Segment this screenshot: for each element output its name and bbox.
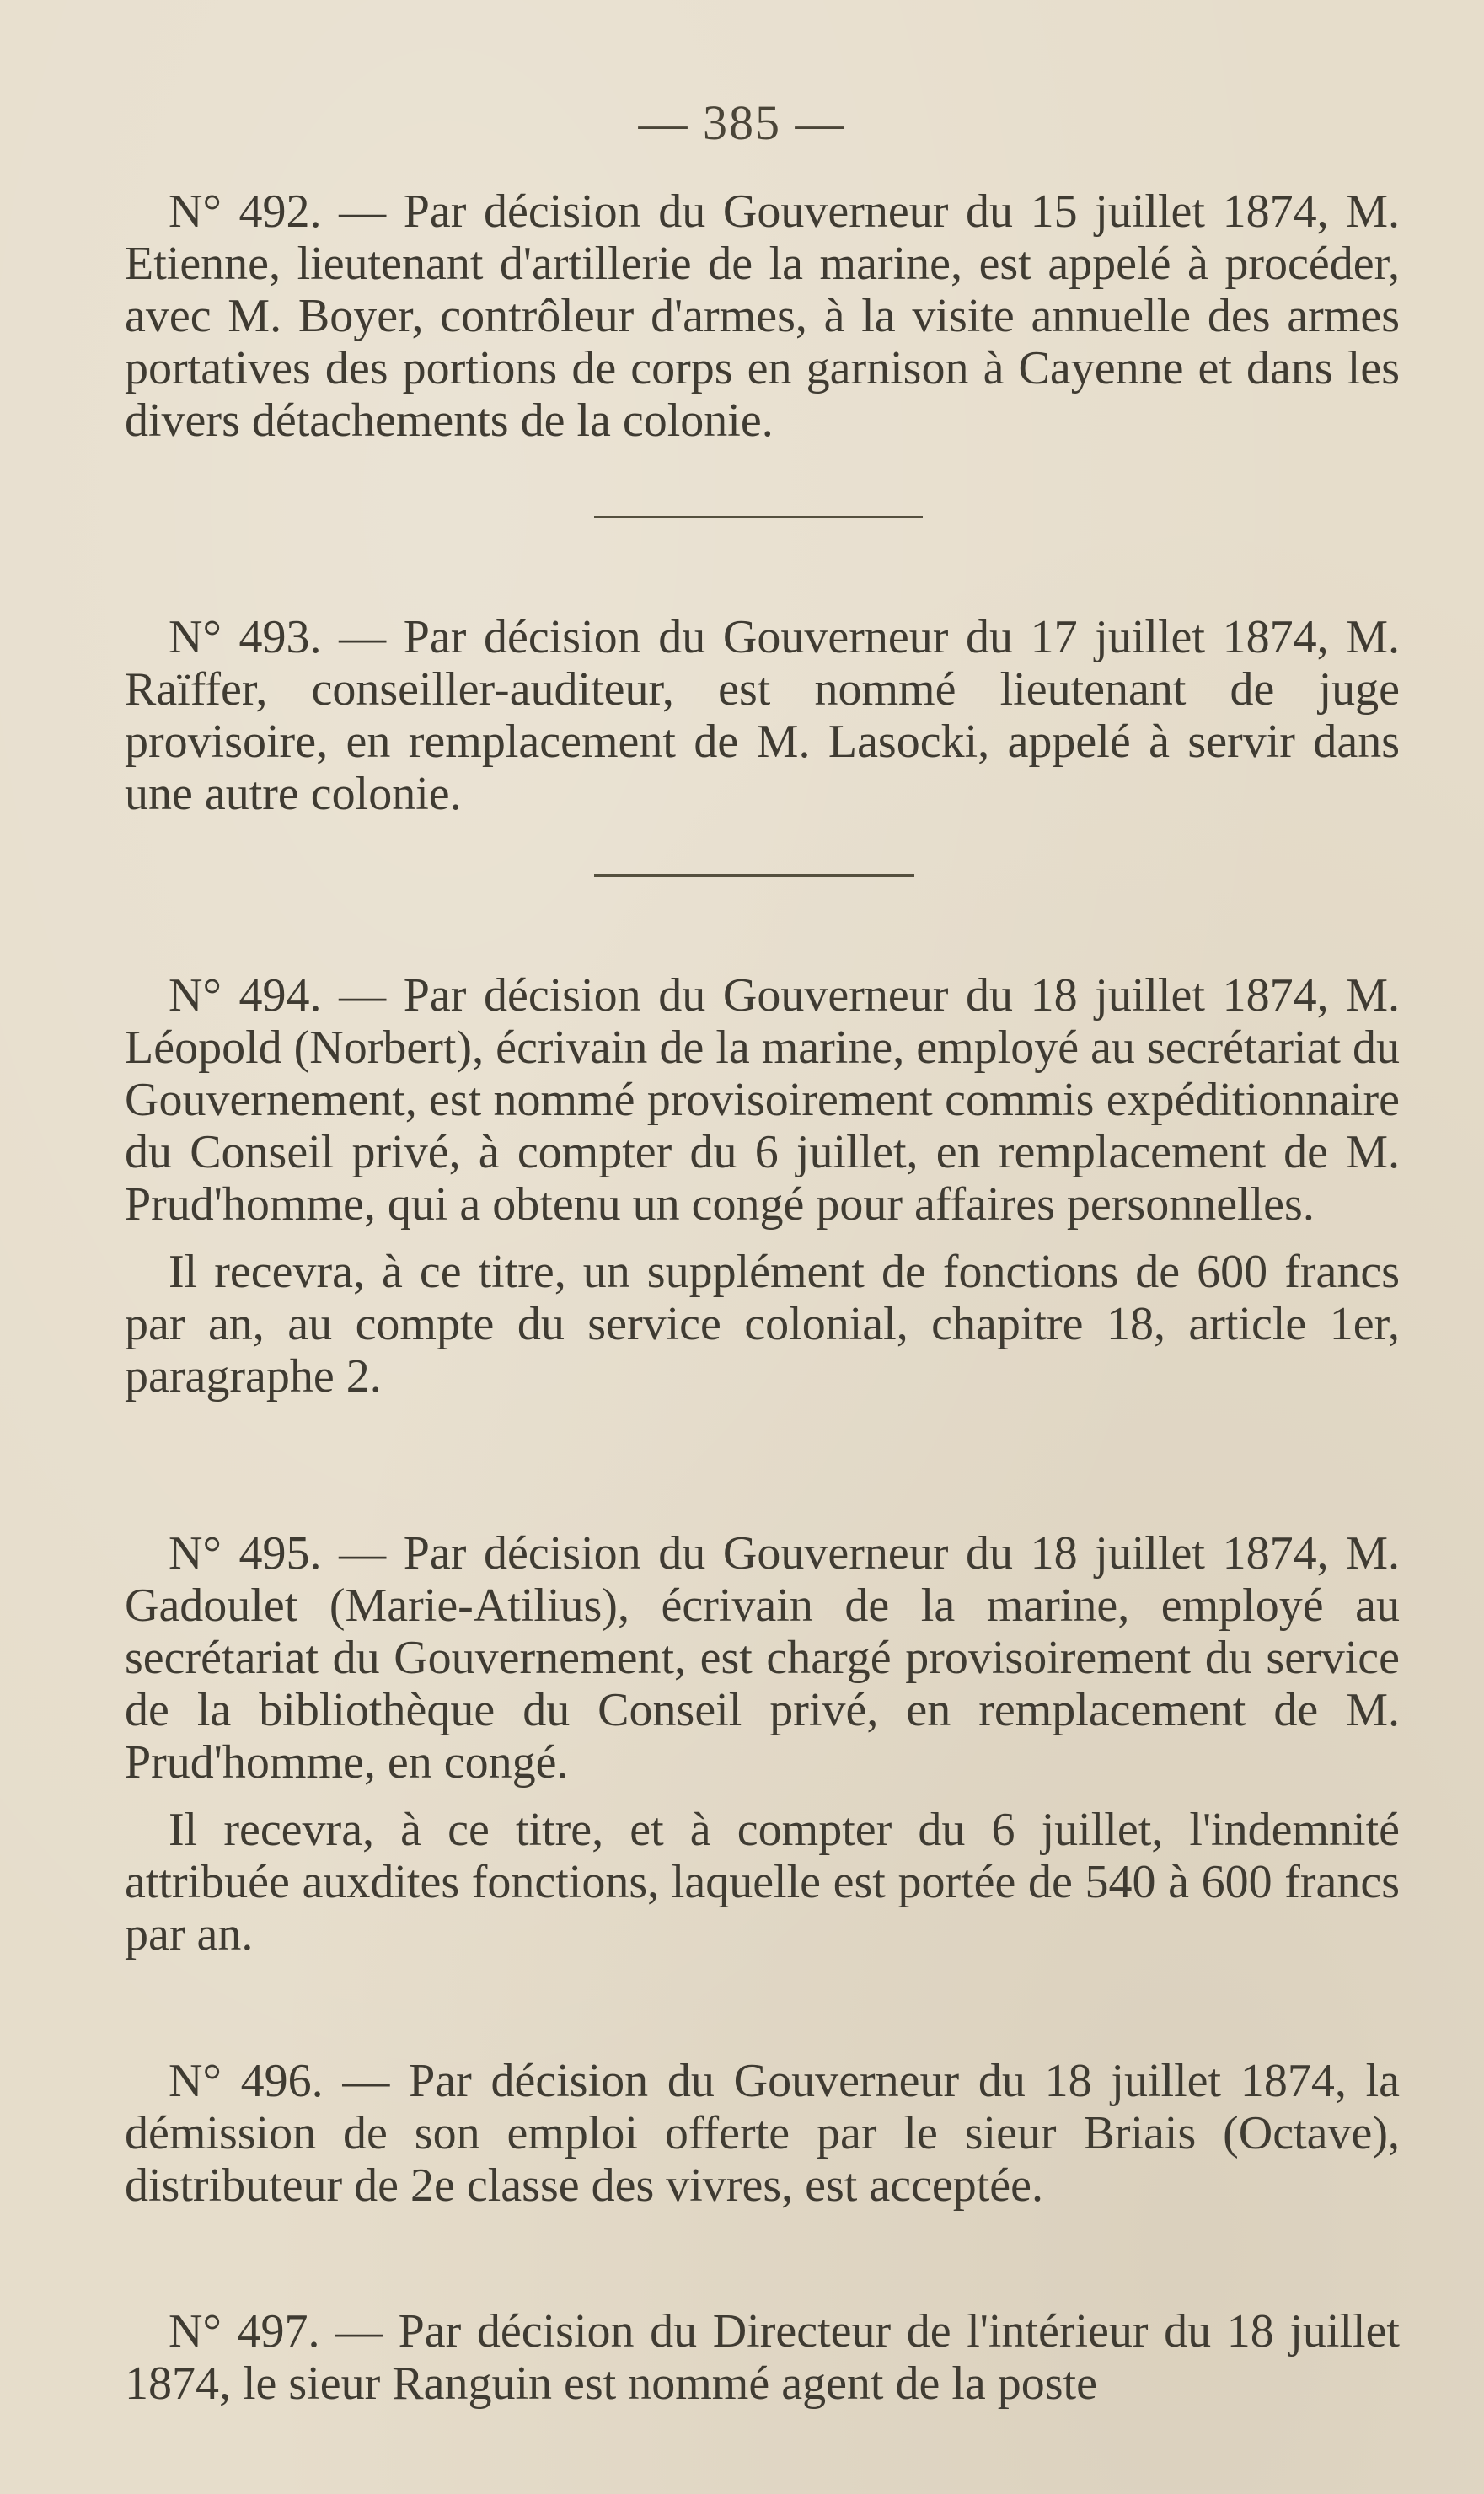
entry-paragraph: N° 496. — Par décision du Gouverneur du 18 juillet 1874, la démission de son emploi offerte par le sieur Briais (Octave), distributeur de 2e classe des vivres, est acceptée.	[125, 2055, 1400, 2212]
entry-496	[125, 2055, 1400, 2212]
entry-paragraph: N° 492. — Par décision du Gouverneur du 15 juillet 1874, M. Etienne, lieutenant d'artillerie de la marine, est appelé à procéder, avec M. Boyer, contrôleur d'armes, à la visite annuelle des armes portatives des portions de corps en garnison à Cayenne et dans les divers détachements de la colonie.	[125, 185, 1400, 447]
entry-494	[125, 969, 1400, 1403]
entry-492	[125, 185, 1400, 447]
entry-497	[125, 2305, 1400, 2410]
entry-493	[125, 611, 1400, 820]
entry-paragraph: N° 493. — Par décision du Gouverneur du 17 juillet 1874, M. Raïffer, conseiller-auditeur, est nommé lieutenant de juge provisoire, en remplacement de M. Lasocki, appelé à servir dans une autre colonie.	[125, 611, 1400, 820]
separator-rule	[594, 516, 923, 518]
page-number: — 385 —	[638, 95, 846, 150]
separator-rule	[594, 874, 914, 877]
entry-paragraph: Il recevra, à ce titre, et à compter du 6 juillet, l'indemnité attribuée auxdites fonctions, laquelle est portée de 540 à 600 francs par an.	[125, 1804, 1400, 1960]
entry-paragraph: Il recevra, à ce titre, un supplément de fonctions de 600 francs par an, au compte du service colonial, chapitre 18, article 1er, paragraphe 2.	[125, 1246, 1400, 1403]
entry-495	[125, 1527, 1400, 1960]
entry-paragraph: N° 497. — Par décision du Directeur de l'intérieur du 18 juillet 1874, le sieur Ranguin est nommé agent de la poste	[125, 2305, 1400, 2410]
entry-paragraph: N° 494. — Par décision du Gouverneur du 18 juillet 1874, M. Léopold (Norbert), écrivain de la marine, employé au secrétariat du Gouvernement, est nommé provisoirement commis expéditionnaire du Conseil privé, à compter du 6 juillet, en remplacement de M. Prud'homme, qui a obtenu un congé pour affaires personnelles.	[125, 969, 1400, 1231]
entry-paragraph: N° 495. — Par décision du Gouverneur du 18 juillet 1874, M. Gadoulet (Marie-Atilius), écrivain de la marine, employé au secrétariat du Gouvernement, est chargé provisoirement du service de la bibliothèque du Conseil privé, en remplacement de M. Prud'homme, en congé.	[125, 1527, 1400, 1789]
